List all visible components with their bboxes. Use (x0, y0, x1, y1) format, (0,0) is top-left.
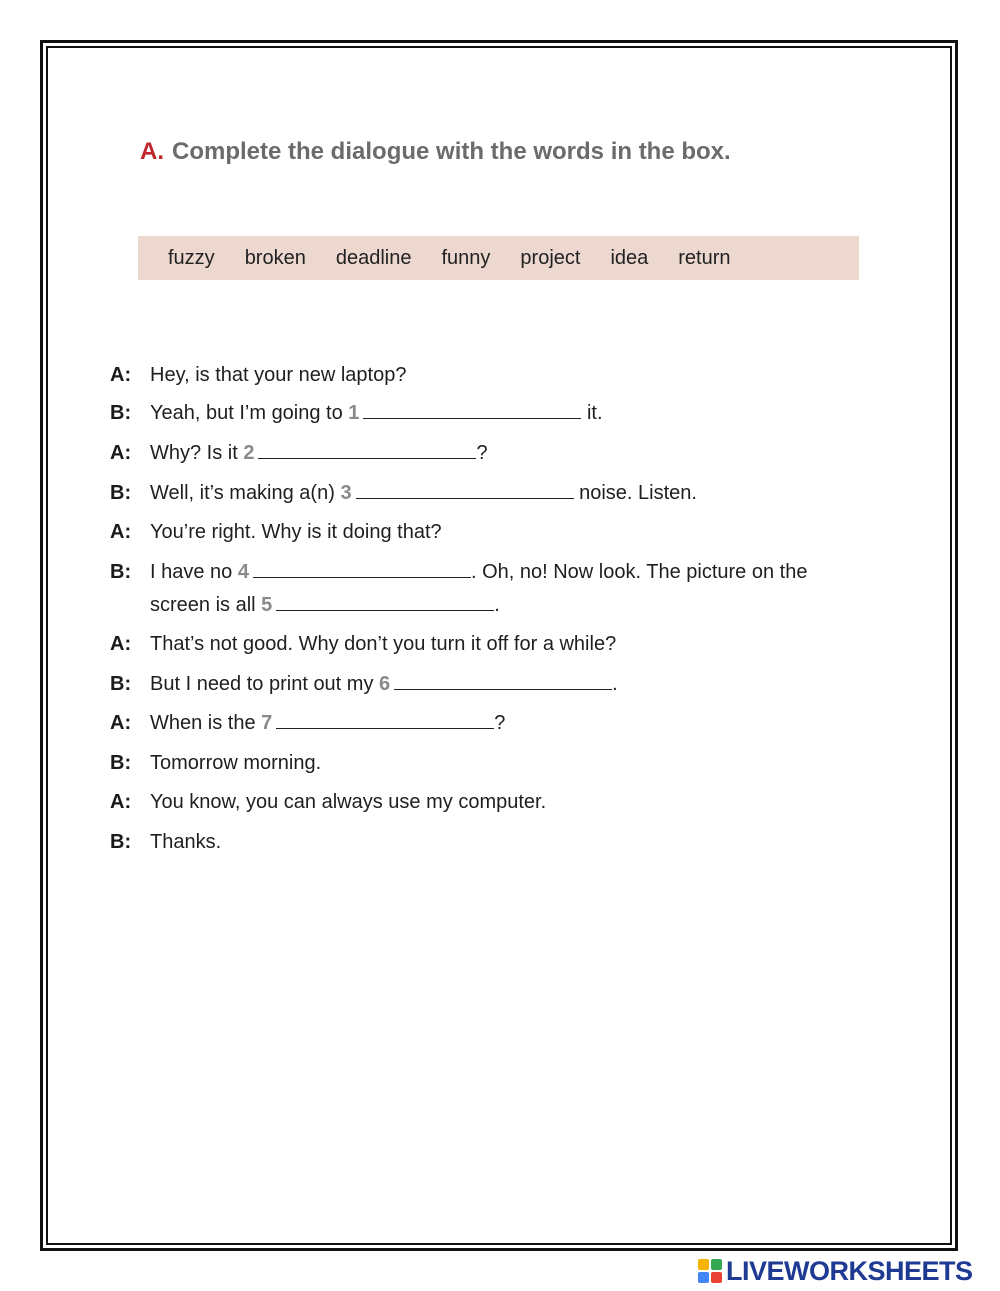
word-box (138, 236, 859, 280)
answer-blank-5[interactable] (276, 592, 494, 611)
blank-number: 4 (237, 561, 249, 583)
speaker-label: B: (110, 402, 132, 424)
dialogue-line (110, 707, 940, 739)
dialogue-line (110, 826, 940, 858)
dialogue-line (110, 516, 940, 548)
speaker-label: A: (110, 364, 132, 386)
blank-number: 3 (340, 482, 352, 504)
word-box-item: broken (244, 246, 306, 269)
answer-blank-1[interactable] (363, 400, 581, 419)
speaker-label: A: (110, 712, 132, 734)
line-text: You know, you can always use my computer. (150, 791, 547, 813)
speaker-label: A: (110, 633, 132, 655)
line-text: Hey, is that your new laptop? (150, 364, 407, 386)
line-text: Yeah, but I’m going to 1 it. (150, 402, 603, 424)
speaker-label: B: (110, 831, 132, 853)
line-text: You’re right. Why is it doing that? (150, 521, 442, 543)
dialogue-line (110, 359, 940, 391)
line-text: Why? Is it 2 ? (150, 442, 488, 464)
dialogue-line (110, 437, 940, 469)
dialogue-line (110, 397, 940, 429)
speaker-label: B: (110, 561, 132, 583)
exercise-letter: A. (140, 138, 164, 165)
liveworksheets-logo (698, 1254, 973, 1288)
dialogue-line (110, 628, 940, 660)
speaker-label: A: (110, 521, 132, 543)
dialogue-line (110, 786, 940, 818)
line-text: Well, it’s making a(n) 3 noise. Listen. (150, 482, 697, 504)
dialogue-line (110, 589, 940, 621)
line-text: Thanks. (150, 831, 222, 853)
answer-blank-3[interactable] (356, 480, 574, 499)
word-box-item: deadline (335, 246, 412, 269)
blank-number: 1 (348, 402, 360, 424)
answer-blank-6[interactable] (394, 671, 612, 690)
speaker-label (110, 589, 150, 621)
speaker-label: B: (110, 752, 132, 774)
blank-number: 7 (261, 712, 273, 734)
word-box-item: project (520, 246, 581, 269)
line-text: That’s not good. Why don’t you turn it off for a while? (150, 633, 617, 655)
answer-blank-7[interactable] (276, 710, 494, 729)
line-text: When is the 7 ? (150, 712, 506, 734)
answer-blank-2[interactable] (258, 440, 476, 459)
word-box-item: funny (441, 246, 491, 269)
speaker-label: A: (110, 442, 132, 464)
dialogue-line (110, 668, 940, 700)
line-text: But I need to print out my 6 . (150, 673, 618, 695)
instruction-text: Complete the dialogue with the words in the box. (172, 138, 731, 165)
exercise-instruction (140, 138, 731, 166)
speaker-label: A: (110, 791, 132, 813)
speaker-label: B: (110, 673, 132, 695)
word-box-item: idea (610, 246, 649, 269)
liveworksheets-logo-icon (698, 1259, 722, 1283)
word-box-item: fuzzy (168, 246, 215, 269)
blank-number: 5 (261, 594, 273, 616)
blank-number: 6 (379, 673, 391, 695)
brand-name: LIVEWORKSHEETS (726, 1255, 973, 1286)
dialogue-line (110, 556, 940, 588)
speaker-label: B: (110, 482, 132, 504)
answer-blank-4[interactable] (253, 559, 471, 578)
word-box-item: return (678, 246, 731, 269)
dialogue-line (110, 477, 940, 509)
dialogue-line (110, 747, 940, 779)
blank-number: 2 (243, 442, 255, 464)
line-text: I have no 4 . Oh, no! Now look. The picture on the (150, 561, 808, 583)
line-text: screen is all 5 . (150, 594, 500, 616)
line-text: Tomorrow morning. (150, 752, 322, 774)
